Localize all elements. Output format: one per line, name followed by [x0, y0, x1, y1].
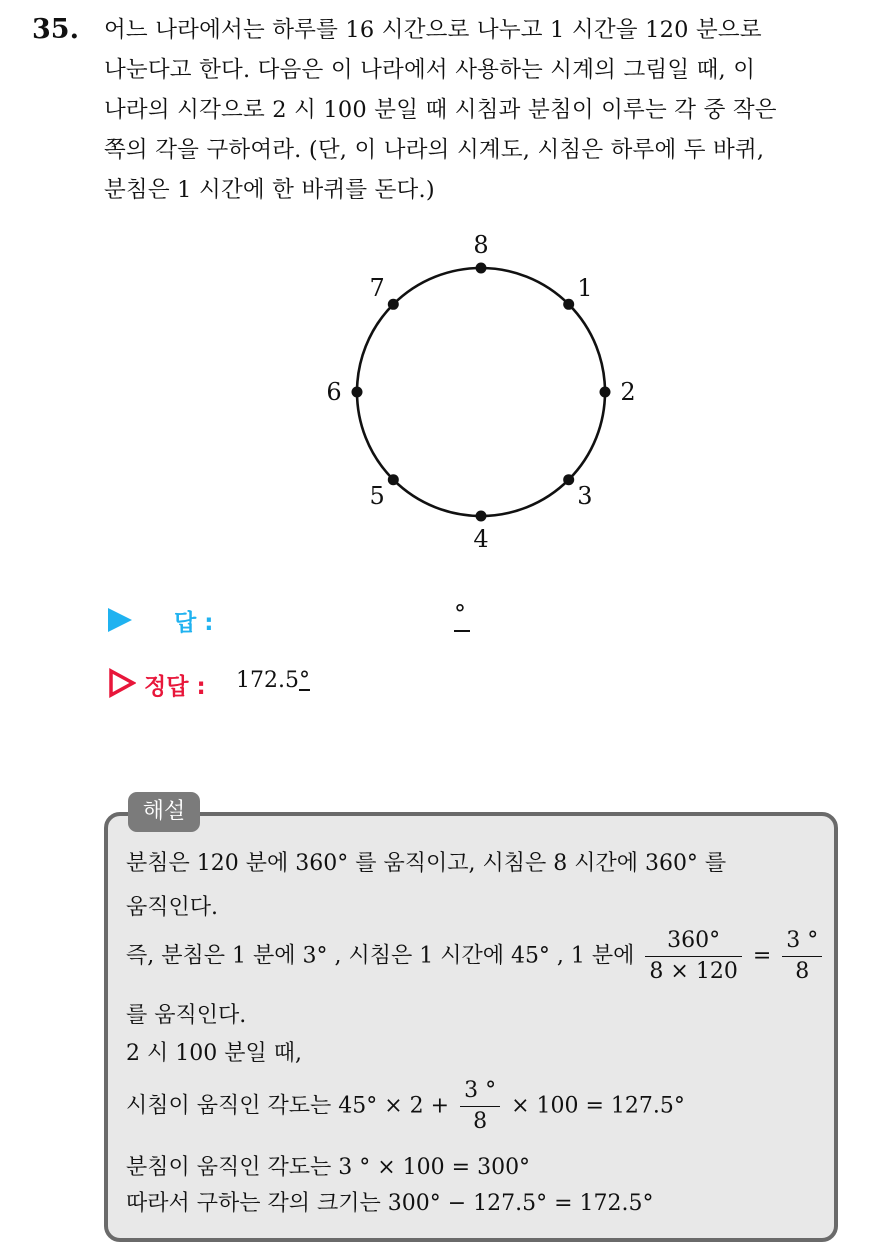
solution-line: 2 시 100 분일 때,	[126, 1041, 302, 1066]
question-line: 어느 나라에서는 하루를 16 시간으로 나누고 1 시간을 120 분으로	[104, 17, 762, 43]
answer-unit: °	[454, 600, 466, 628]
clock-dot	[476, 511, 487, 522]
correct-answer-value: 172.5°	[236, 668, 310, 693]
question-line: 분침은 1 시간에 한 바퀴를 돈다.)	[104, 177, 435, 203]
question-number: 35.	[32, 14, 79, 45]
outline-triangle-icon	[108, 668, 136, 698]
question-line: 나눈다고 한다. 다음은 이 나라에서 사용하는 시계의 그림일 때, 이	[104, 57, 756, 83]
solution-tag: 해설	[128, 792, 200, 832]
clock-dot	[600, 387, 611, 398]
clock-label: 8	[473, 231, 489, 259]
clock-label: 7	[369, 274, 385, 303]
answer-blank-line[interactable]	[454, 630, 470, 632]
solution-line: 분침이 움직인 각도는 3 ° × 100 = 300°	[126, 1155, 531, 1180]
fraction: $\frac{360^\circ}{8 \times 120}$	[645, 926, 741, 987]
clock-dot	[388, 474, 399, 485]
solution-line: 움직인다.	[126, 895, 219, 920]
clock-dot	[352, 387, 363, 398]
clock-diagram	[320, 225, 650, 555]
clock-label: 3	[577, 481, 593, 510]
correct-answer-label: 정답 :	[144, 674, 206, 700]
solution-line: 따라서 구하는 각의 크기는 300° − 127.5° = 172.5°	[126, 1191, 654, 1216]
answer-label: 답 :	[174, 610, 214, 636]
fraction: $\frac{3 ^\circ}{8}$	[782, 926, 822, 987]
clock-label: 1	[577, 274, 593, 303]
solution-line: 를 움직인다.	[126, 1003, 247, 1028]
clock-dot	[388, 299, 399, 310]
question-line: 쪽의 각을 구하여라. (단, 이 나라의 시계도, 시침은 하루에 두 바퀴,	[104, 137, 765, 163]
clock-label: 5	[369, 481, 385, 510]
fraction: $\frac{3 ^\circ}{8}$	[460, 1076, 500, 1137]
clock-label: 6	[326, 378, 342, 406]
clock-label: 2	[620, 378, 636, 406]
question-text	[104, 10, 864, 210]
solution-line: 시침이 움직인 각도는 45° × 2 + $\frac{3 ^\circ}{8}$ × 100 = 127.5°	[126, 1076, 685, 1137]
solution-line: 즉, 분침은 1 분에 3° , 시침은 1 시간에 45° , 1 분에 $\frac{360^\circ}{8 \times 120}$ = $\frac{3 ^\circ}{8}$	[126, 926, 826, 987]
solution-line: 분침은 120 분에 360° 를 움직이고, 시침은 8 시간에 360° 를	[126, 851, 727, 876]
play-triangle-icon	[108, 608, 132, 632]
clock-dot	[563, 474, 574, 485]
clock-dot	[563, 299, 574, 310]
clock-dot	[476, 263, 487, 274]
question-line: 나라의 시각으로 2 시 100 분일 때 시침과 분침이 이루는 각 중 작은	[104, 97, 777, 123]
clock-label: 4	[473, 525, 489, 553]
